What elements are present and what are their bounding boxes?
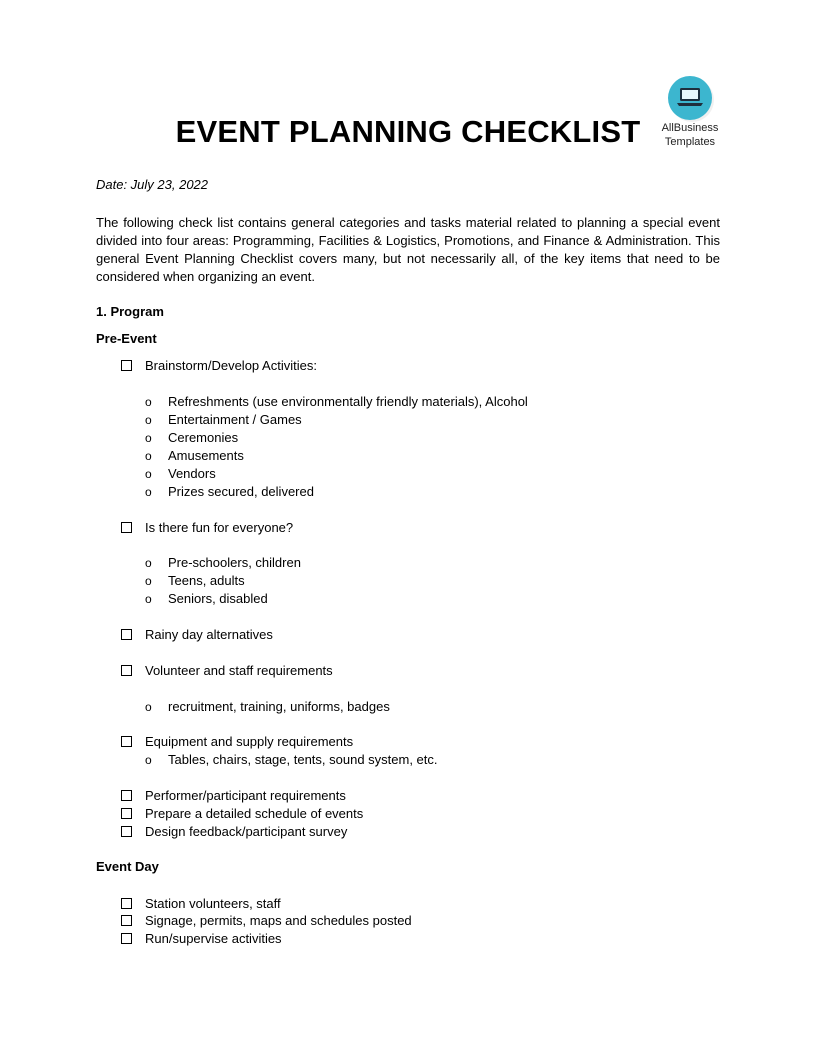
sub-item-label: Ceremonies bbox=[168, 430, 239, 445]
checklist-item[interactable] bbox=[121, 519, 293, 537]
checkbox[interactable] bbox=[121, 826, 132, 837]
sub-item bbox=[145, 393, 528, 411]
checkbox[interactable] bbox=[121, 808, 132, 819]
checklist-item[interactable] bbox=[121, 895, 281, 913]
checkbox[interactable] bbox=[121, 665, 132, 676]
checklist-item[interactable] bbox=[121, 787, 346, 805]
logo-text-line1: AllBusiness bbox=[661, 122, 719, 134]
sub-item bbox=[145, 411, 302, 429]
checkbox[interactable] bbox=[121, 933, 132, 944]
circle-bullet-icon: o bbox=[145, 431, 152, 445]
circle-bullet-icon: o bbox=[145, 413, 152, 427]
sub-item bbox=[145, 554, 301, 572]
intro-paragraph: The following check list contains general categories and tasks material related to planning a special event divided into four areas: Programming, Facilities & Logistics, Promotions, and Finance & Administration. This general Event Planning Checklist covers many, but not necessarily all, of the key items that need to be considered when organizing an event. bbox=[96, 215, 720, 284]
sub-item-label: Pre-schoolers, children bbox=[168, 555, 301, 570]
sub-item-label: Teens, adults bbox=[168, 573, 245, 588]
checklist-item[interactable] bbox=[121, 357, 317, 375]
sub-item-label: Vendors bbox=[168, 466, 216, 481]
sub-item-label: Seniors, disabled bbox=[168, 591, 268, 606]
checklist-item[interactable] bbox=[121, 912, 412, 930]
subsection-heading-event-day: Event Day bbox=[96, 859, 159, 874]
section-heading-program: 1. Program bbox=[96, 304, 164, 319]
checklist-item-label: Rainy day alternatives bbox=[145, 627, 273, 642]
checkbox[interactable] bbox=[121, 522, 132, 533]
checkbox[interactable] bbox=[121, 736, 132, 747]
circle-bullet-icon: o bbox=[145, 449, 152, 463]
checklist-item-label: Station volunteers, staff bbox=[145, 896, 281, 911]
circle-bullet-icon: o bbox=[145, 556, 152, 570]
document-date: Date: July 23, 2022 bbox=[96, 177, 209, 192]
page-title: EVENT PLANNING CHECKLIST bbox=[175, 114, 641, 149]
checklist-item-label: Equipment and supply requirements bbox=[145, 734, 354, 749]
checklist-item[interactable] bbox=[121, 930, 282, 948]
sub-item bbox=[145, 483, 314, 501]
circle-bullet-icon: o bbox=[145, 485, 152, 499]
sub-item bbox=[145, 447, 244, 465]
checkbox[interactable] bbox=[121, 790, 132, 801]
sub-item-label: recruitment, training, uniforms, badges bbox=[168, 699, 390, 714]
sub-item-label: Entertainment / Games bbox=[168, 412, 302, 427]
checklist-item-label: Run/supervise activities bbox=[145, 931, 282, 946]
checkbox[interactable] bbox=[121, 629, 132, 640]
checklist-item-label: Design feedback/participant survey bbox=[145, 824, 348, 839]
checklist-item[interactable] bbox=[121, 626, 273, 644]
checkbox[interactable] bbox=[121, 915, 132, 926]
sub-item-label: Prizes secured, delivered bbox=[168, 484, 314, 499]
checklist-item-label: Brainstorm/Develop Activities: bbox=[145, 358, 317, 373]
checkbox[interactable] bbox=[121, 898, 132, 909]
checklist-item-label: Performer/participant requirements bbox=[145, 788, 346, 803]
sub-item bbox=[145, 751, 438, 769]
sub-item bbox=[145, 429, 238, 447]
sub-item bbox=[145, 698, 390, 716]
checklist-item-label: Signage, permits, maps and schedules posted bbox=[145, 913, 412, 928]
circle-bullet-icon: o bbox=[145, 467, 152, 481]
checklist-item-label: Prepare a detailed schedule of events bbox=[145, 806, 364, 821]
checklist-item[interactable] bbox=[121, 733, 353, 751]
checklist-item[interactable] bbox=[121, 805, 363, 823]
circle-bullet-icon: o bbox=[145, 700, 152, 714]
circle-bullet-icon: o bbox=[145, 753, 152, 767]
sub-item-label: Amusements bbox=[168, 448, 244, 463]
sub-item-label: Tables, chairs, stage, tents, sound system, etc. bbox=[168, 752, 438, 767]
checklist-item[interactable] bbox=[121, 662, 333, 680]
checkbox[interactable] bbox=[121, 360, 132, 371]
sub-item-label: Refreshments (use environmentally friendly materials), Alcohol bbox=[168, 394, 528, 409]
subsection-heading-pre-event: Pre-Event bbox=[96, 331, 157, 346]
sub-item bbox=[145, 465, 216, 483]
checklist-item[interactable] bbox=[121, 823, 347, 841]
logo-text-line2: Templates bbox=[664, 136, 716, 148]
circle-bullet-icon: o bbox=[145, 395, 152, 409]
checklist-item-label: Is there fun for everyone? bbox=[145, 520, 294, 535]
sub-item bbox=[145, 572, 245, 590]
sub-item bbox=[145, 590, 268, 608]
checklist-item-label: Volunteer and staff requirements bbox=[145, 663, 333, 678]
circle-bullet-icon: o bbox=[145, 592, 152, 606]
circle-bullet-icon: o bbox=[145, 574, 152, 588]
